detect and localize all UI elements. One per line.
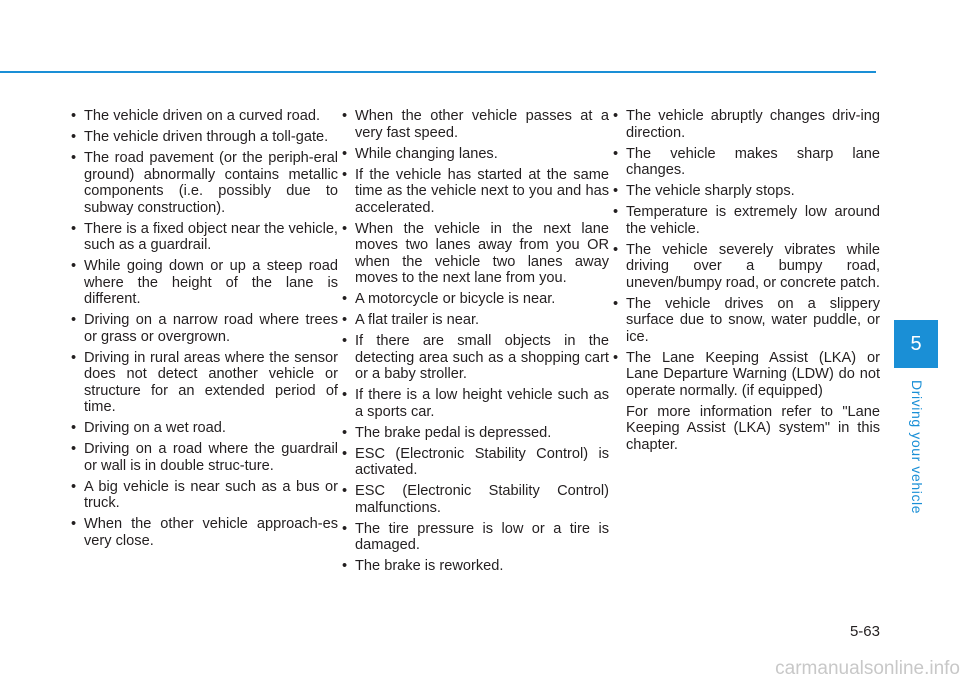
list-item: • The vehicle severely vibrates while driving over a bumpy road, uneven/bumpy road, or concrete patch. [608, 242, 880, 292]
reference-note: For more information refer to "Lane Keeping Assist (LKA) system" in this chapter. [626, 403, 880, 453]
list-item: • Driving in rural areas where the sensor does not detect another vehicle or structure for an extended period of time. [66, 350, 338, 416]
list-item: • While changing lanes. [337, 146, 609, 163]
list-item: • When the other vehicle approach-es very close. [66, 516, 338, 549]
list-item: • Driving on a narrow road where trees or grass or overgrown. [66, 312, 338, 345]
list-item: • The vehicle abruptly changes driv-ing direction. [608, 108, 880, 141]
list-item: • The vehicle sharply stops. [608, 183, 880, 200]
list-item: • A big vehicle is near such as a bus or truck. [66, 479, 338, 512]
list-item: • The vehicle driven through a toll-gate. [66, 129, 338, 146]
list-item: • If there is a low height vehicle such as a sports car. [337, 387, 609, 420]
list-item-lka [608, 350, 880, 454]
list-item: • The vehicle makes sharp lane changes. [608, 146, 880, 179]
column-1 [66, 108, 338, 554]
list-item: • The road pavement (or the periph-eral ground) abnormally contains metallic components (i.e. possibly due to subway construction). [66, 150, 338, 216]
list-item: • The tire pressure is low or a tire is damaged. [337, 521, 609, 554]
column-2 [337, 108, 609, 579]
list-item: • If the vehicle has started at the same time as the vehicle next to you and has accelerated. [337, 167, 609, 217]
list-item: • Temperature is extremely low around the vehicle. [608, 204, 880, 237]
list-item: • When the vehicle in the next lane moves two lanes away from you OR when the vehicle two lanes away moves to the next lane from you. [337, 221, 609, 287]
column-3 [608, 108, 880, 458]
list-item: • Driving on a road where the guardrail or wall is in double struc-ture. [66, 441, 338, 474]
list-item: • The brake is reworked. [337, 558, 609, 575]
page-number: 5-63 [849, 623, 880, 640]
list-item: • There is a fixed object near the vehicle, such as a guardrail. [66, 221, 338, 254]
list-item: • A flat trailer is near. [337, 312, 609, 329]
list-item: • The brake pedal is depressed. [337, 425, 609, 442]
list-item: • ESC (Electronic Stability Control) malfunctions. [337, 483, 609, 516]
list-item: • When the other vehicle passes at a very fast speed. [337, 108, 609, 141]
list-item: • If there are small objects in the detecting area such as a shopping cart or a baby stroller. [337, 333, 609, 383]
list-item: • Driving on a wet road. [66, 420, 338, 437]
watermark-text: carmanualsonline.info [775, 658, 960, 679]
chapter-tab: 5 [894, 320, 938, 368]
header-rule [0, 71, 876, 73]
list-item: • While going down or up a steep road where the height of the lane is different. [66, 258, 338, 308]
list-item: • ESC (Electronic Stability Control) is activated. [337, 446, 609, 479]
list-item: • A motorcycle or bicycle is near. [337, 291, 609, 308]
list-item: • The vehicle drives on a slippery surface due to snow, water puddle, or ice. [608, 296, 880, 346]
list-item-text: The Lane Keeping Assist (LKA) or Lane Departure Warning (LDW) do not operate normally. (if equipped) [626, 349, 880, 399]
list-item: • The vehicle driven on a curved road. [66, 108, 338, 125]
chapter-title: Driving your vehicle [909, 380, 925, 515]
